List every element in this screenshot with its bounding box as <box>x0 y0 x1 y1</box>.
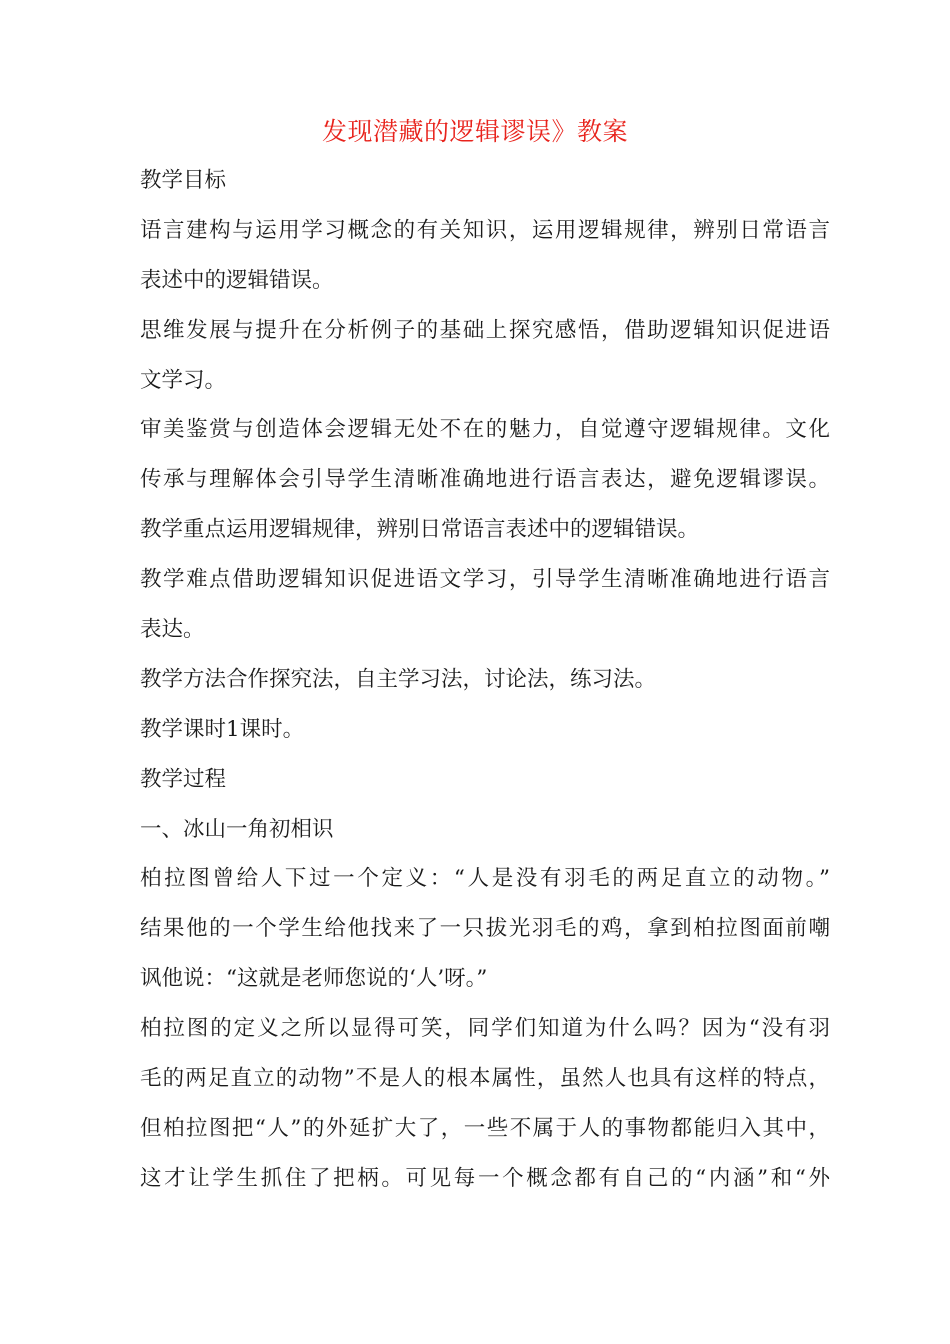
paragraph-line: 审美鉴赏与创造体会逻辑无处不在的魅力，自觉遵守逻辑规律。文化 <box>140 417 830 443</box>
paragraph-line: 表达。 <box>140 617 205 643</box>
paragraph-line: 教学目标 <box>140 168 227 193</box>
paragraph-line: 教学过程 <box>140 766 227 792</box>
paragraph-line: 讽他说：“这就是老师您说的‘人’呀。” <box>140 966 488 992</box>
paragraph-line: 表述中的逻辑错误。 <box>140 267 334 293</box>
paragraph-line: 文学习。 <box>140 367 227 393</box>
paragraph-line: 这才让学生抓住了把柄。可见每一个概念都有自己的“内涵”和“外 <box>140 1165 830 1191</box>
paragraph-line: 教学难点借助逻辑知识促进语文学习，引导学生清晰准确地进行语言 <box>140 567 830 593</box>
paragraph-line: 教学方法合作探究法，自主学习法，讨论法，练习法。 <box>140 666 657 692</box>
document-body <box>140 156 830 1204</box>
paragraph-line: 柏拉图曾给人下过一个定义：“人是没有羽毛的两足直立的动物。” <box>140 866 830 892</box>
paragraph-line: 思维发展与提升在分析例子的基础上探究感悟，借助逻辑知识促进语 <box>140 317 830 343</box>
document-title: 发现潜藏的逻辑谬误》教案 <box>321 117 628 146</box>
paragraph-line: 但柏拉图把“人”的外延扩大了，一些不属于人的事物都能归入其中， <box>140 1115 830 1141</box>
paragraph-line: 教学课时1课时。 <box>140 716 305 742</box>
paragraph-line: 一、冰山一角初相识 <box>140 816 334 842</box>
paragraph-line: 柏拉图的定义之所以显得可笑，同学们知道为什么吗？因为“没有羽 <box>140 1016 830 1042</box>
paragraph-line: 教学重点运用逻辑规律，辨别日常语言表述中的逻辑错误。 <box>140 517 700 543</box>
paragraph-line: 结果他的一个学生给他找来了一只拔光羽毛的鸡，拿到柏拉图面前嘲 <box>140 916 830 942</box>
paragraph-line: 传承与理解体会引导学生清晰准确地进行语言表达，避免逻辑谬误。 <box>140 467 830 493</box>
paragraph-line: 毛的两足直立的动物”不是人的根本属性，虽然人也具有这样的特点， <box>140 1066 830 1092</box>
paragraph-line: 语言建构与运用学习概念的有关知识，运用逻辑规律，辨别日常语言 <box>140 217 830 243</box>
